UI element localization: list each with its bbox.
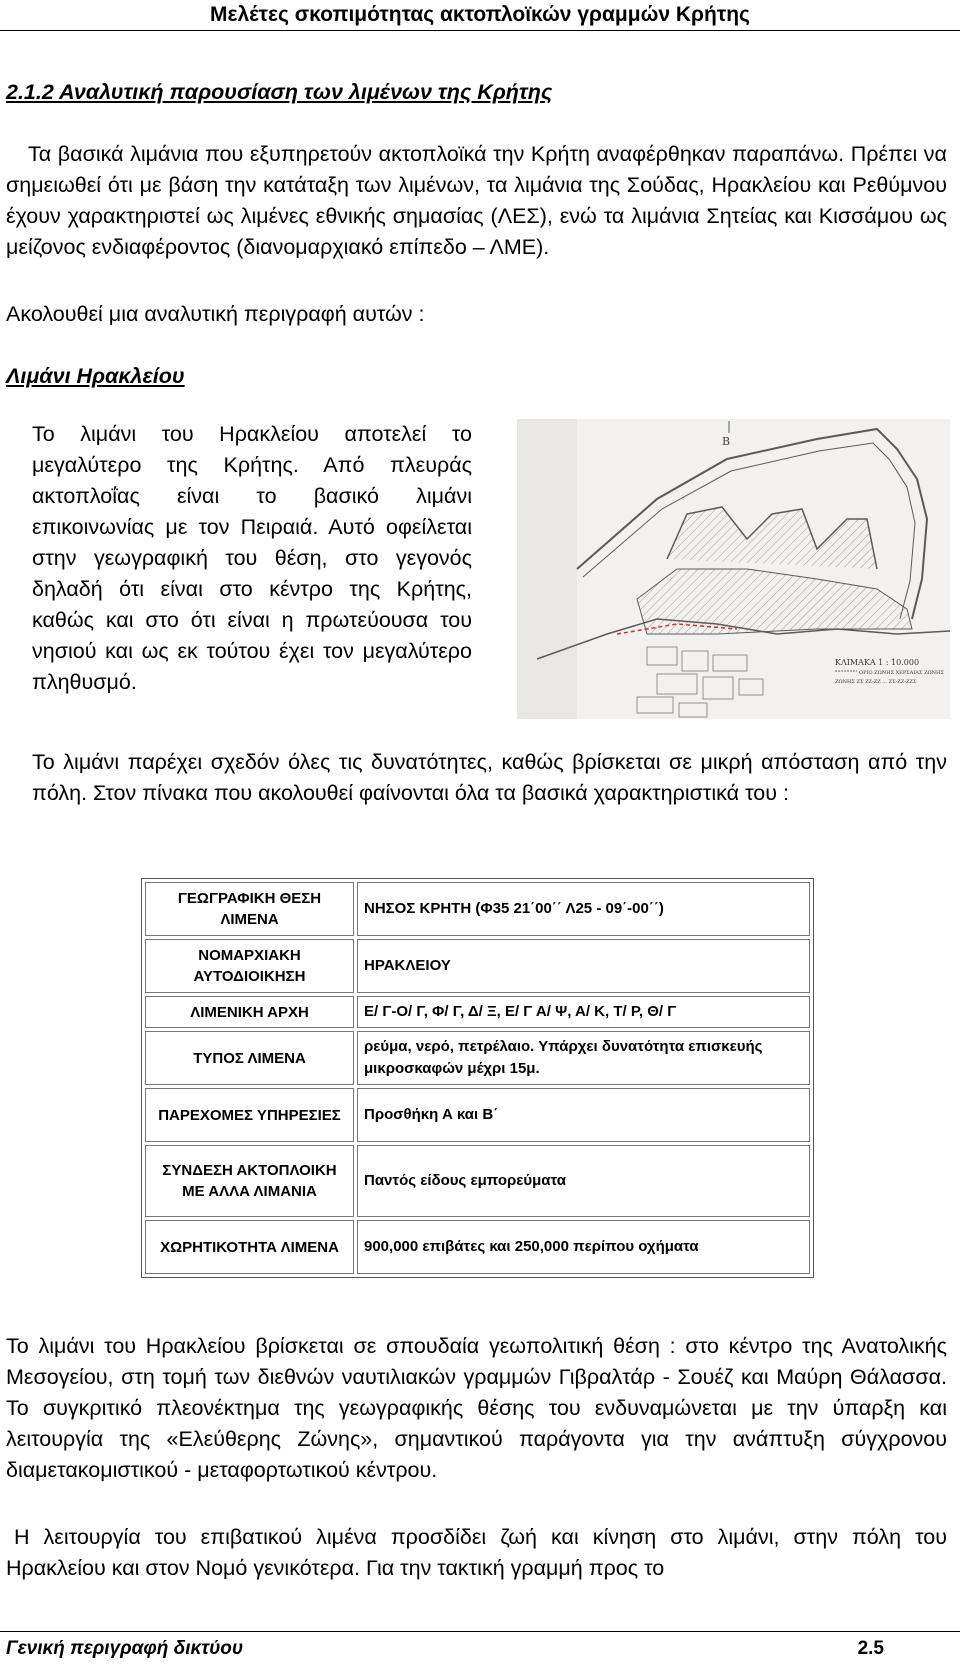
- intro-paragraph: [6, 139, 947, 263]
- table-key: ΝΟΜΑΡΧΙΑΚΗ ΑΥΤΟΔΙΟΙΚΗΣΗ: [145, 939, 354, 993]
- port-map-drawing: [517, 419, 950, 719]
- table-row: [145, 939, 810, 993]
- table-value: ρεύμα, νερό, πετρέλαιο. Υπάρχει δυνατότητα επισκευής μικροσκαφών μέχρι 15μ.: [357, 1031, 810, 1085]
- page-header: [0, 0, 960, 31]
- port-description-text: Το λιμάνι του Ηρακλείου αποτελεί το μεγαλύτερο της Κρήτης. Από πλευράς ακτοπλοΐας είναι το βασικό λιμάνι επικοινωνίας με τον Πειραιά. Αυτό οφείλεται στην γεωγραφική του θέση, στο γεγονός δηλαδή ότι είναι στο κέντρο της Κρήτης, καθώς και στο ότι είναι η πρωτεύουσα του νησιού και ως εκ τούτου έχει τον μεγαλύτερο: [32, 422, 472, 663]
- table-key: ΤΥΠΟΣ ΛΙΜΕΝΑ: [145, 1031, 354, 1085]
- page-number: 2.5: [857, 1638, 884, 1659]
- table-key: ΧΩΡΗΤΙΚΟΤΗΤΑ ΛΙΜΕΝΑ: [145, 1220, 354, 1274]
- table-row: [145, 1031, 810, 1085]
- table-value: ΗΡΑΚΛΕΙΟΥ: [357, 939, 810, 993]
- footer-title: Γενική περιγραφή δικτύου: [6, 1638, 244, 1659]
- table-row: [145, 1220, 810, 1274]
- table-key: ΓΕΩΓΡΑΦΙΚΗ ΘΕΣΗ ΛΙΜΕΝΑ: [145, 882, 354, 936]
- port-map: [517, 419, 950, 719]
- intro-text: Τα βασικά λιμάνια που εξυπηρετούν ακτοπλοϊκά την Κρήτη αναφέρθηκαν παραπάνω. Πρέπει να σημειωθεί ότι με βάση την κατάταξη των λιμένων, τα λιμάνια της Σούδας, Ηρακλείου και Ρεθύμνου έχουν χαρακτηριστεί ως λιμένες εθνικής σημασίας (ΛΕΣ), ενώ τα λιμάνια Σητείας και Κισσάμου ως μείζονος ενδιαφέροντος (διανομαρχιακό επίπεδο – ΛΜΕ).: [6, 142, 947, 259]
- facilities-paragraph: Το λιμάνι παρέχει σχεδόν όλες τις δυνατότητες, καθώς βρίσκεται σε μικρή απόσταση από την πόλη. Στον πίνακα που ακολουθεί φαίνονται όλα τα βασικά χαρακτηριστικά του :: [32, 750, 947, 805]
- map-legend-scale: ΚΛΙΜΑΚΑ 1 : 10.000: [835, 658, 920, 667]
- table-key: ΛΙΜΕΝΙΚΗ ΑΡΧΗ: [145, 996, 354, 1028]
- port-title: Λιμάνι Ηρακλείου: [6, 364, 185, 388]
- intro-followup: Ακολουθεί μια αναλυτική περιγραφή αυτών :: [6, 302, 425, 326]
- table-row: [145, 882, 810, 936]
- table-value: 900,000 επιβάτες και 250,000 περίπου οχήματα: [357, 1220, 810, 1274]
- table-row: [145, 1145, 810, 1217]
- table-value: Ε/ Γ-Ο/ Γ, Φ/ Γ, Δ/ Ξ, Ε/ Γ Α/ Ψ, Α/ Κ, Τ/ Ρ, Θ/ Γ: [357, 996, 810, 1028]
- table-value: Προσθήκη Α και Β΄: [357, 1088, 810, 1142]
- geopolitics-paragraph: Το λιμάνι του Ηρακλείου βρίσκεται σε σπουδαία γεωπολιτική θέση : στο κέντρο της Ανατολικής Μεσογείου, στη τομή των διεθνών ναυτιλιακών γραμμών Γιβραλτάρ - Σουέζ και Μαύρη Θάλασσα. Το συγκριτικό πλεονέκτημα της γεωγραφικής θέσης του ενδυναμώνεται με την ύπαρξη και λειτουργία της «Ελεύθερης Ζώνης», σημαντικού παράγοντα για την ανάπτυξη σύγχρονου διαμετακομιστικού - μεταφορτωτικού κέντρου.: [6, 1334, 947, 1482]
- passenger-text: Η λειτουργία του επιβατικού λιμένα προσδίδει ζωή και κίνηση στο λιμάνι, στην πόλη του Ηρακλείου και στον Νομό γενικότερα. Για την τακτική γραμμή προς το: [6, 1525, 947, 1580]
- port-description: [32, 419, 472, 698]
- map-legend-line2: ΟΡΙΟ ΖΩΝΗΣ ΧΕΡΣΑΙΑΣ ΖΩΝΗΣ: [859, 670, 944, 676]
- page-footer: [0, 1631, 960, 1668]
- table-value: Παντός είδους εμπορεύματα: [357, 1145, 810, 1217]
- table-key: ΣΥΝΔΕΣΗ ΑΚΤΟΠΛΟΙΚΗ ΜΕ ΑΛΛΑ ΛΙΜΑΝΙΑ: [145, 1145, 354, 1217]
- table-row: [145, 996, 810, 1028]
- port-description-last: πληθυσμό.: [32, 670, 137, 694]
- north-label: Β: [722, 435, 731, 448]
- table-value: ΝΗΣΟΣ ΚΡΗΤΗ (Φ35 21΄00΄΄ Λ25 - 09΄-00΄΄): [357, 882, 810, 936]
- port-info-table: [141, 878, 814, 1278]
- table-key: ΠΑΡΕΧΟΜΕΣ ΥΠΗΡΕΣΙΕΣ: [145, 1088, 354, 1142]
- passenger-paragraph: [6, 1522, 947, 1584]
- header-title: Μελέτες σκοπιμότητας ακτοπλοϊκών γραμμών Κρήτης: [210, 3, 750, 26]
- table-row: [145, 1088, 810, 1142]
- section-title: 2.1.2 Αναλυτική παρουσίαση των λιμένων της Κρήτης: [6, 80, 553, 104]
- map-legend-line3: ΖΩΝΗΣ ΖΣ ΖΖ-ΖΖ ... ΖΣ-ΖΖ-ΖΖΣ: [835, 679, 917, 685]
